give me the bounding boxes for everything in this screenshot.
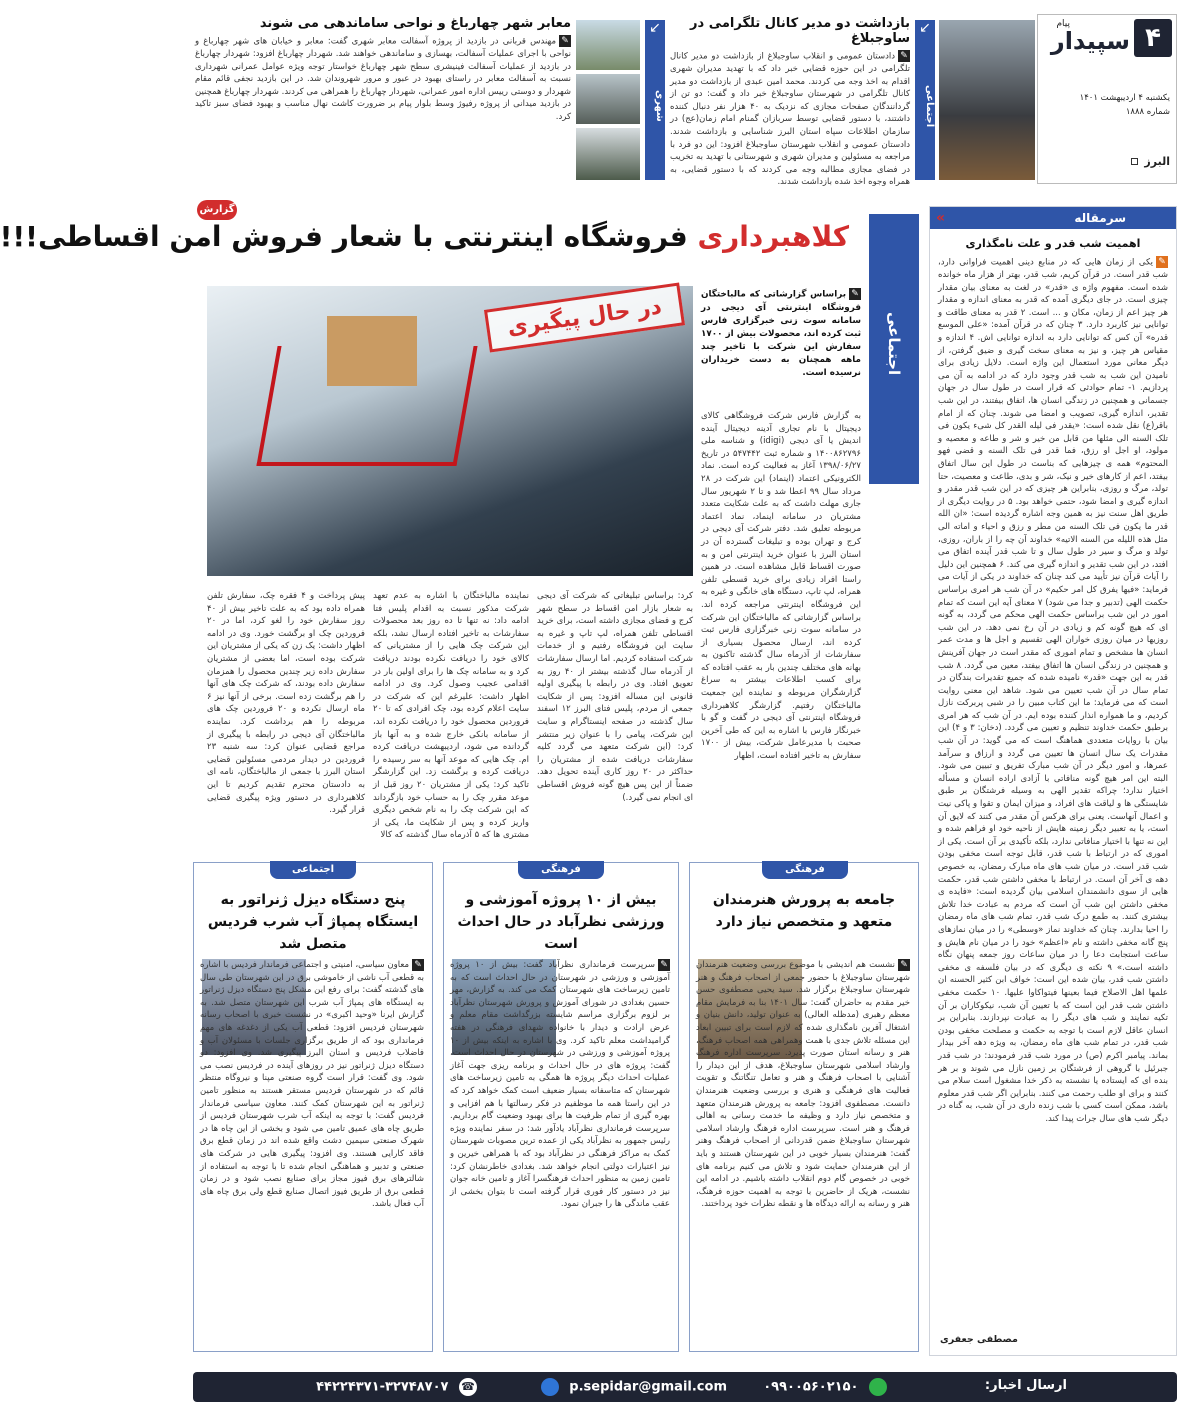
main-column-1: به گزارش فارس شرکت فروشگاهی کالای دیجیتال با نام تجاری آدینه دیجیتال آینده اندیش یا آی دیجی (idigi) و شناسه ملی ۱۴۰۰۸۶۲۷۹۶ و شماره ثبت ۵۴۷۴۴۲ در تاریخ ۱۳۹۸/۰۶/۲۷ آغاز به فعالیت کرده است. نماد الکترونیکی اعتماد (اینماد) این شرکت در ۲۸ مرداد سال ۹۹ اعطا شد و تا ۲ شهریور سال جاری مهلت داشت که به علت شکایت متعدد مشتریان در سامانه اینماد، نماد اعتماد مربوطه تعلیق شد. دفتر شرکت آی دیجی در کرج و تهران بوده و تبلیغات گسترده آن در استان البرز با عنوان خرید اینترنتی امن و به صورت اقساط قابل مشاهده است. در همین راستا افراد زیادی برای خرید قسطی تلفن همراه، لپ تاپ، دستگاه های خانگی و غیره به این فروشگاه اینترنتی مراجعه کرده اند. براساس گزارشاتی که مالباختگان این شرکت در سامانه سوت زنی خبرگزاری فارس ثبت کرده اند، ارسال محصول بسیاری از سفارشات از آذرماه سال گذشته تاکنون به بهانه های مختلف چندین بار به عقب افتاده که برای کسب اطلاعات بیشتر به سراغ گزارشگران مربوطه و نماینده این جمعیت مالباختگان رفتیم. گزارشگر کلاهبرداری فروشگاه اینترنتی آی دیجی در گفت و گو با خبرنگار فارس با اشاره به این که طی آخرین صحبت با مدیرعامل شرکت، بیش از ۱۷۰۰ سفارش به تاخیر افتاده است، اظهار <box>700 411 862 762</box>
category-badge: فرهنگی <box>518 861 604 879</box>
main-category-band <box>869 214 919 484</box>
phone-office-text: ۴۴۲۲۴۳۷۱-۳۲۷۴۸۷۰۷ <box>316 1379 449 1395</box>
top-photo-road-2 <box>576 74 640 124</box>
region-text: البرز <box>1144 155 1170 168</box>
phone-icon: ☎ <box>459 1378 477 1396</box>
article-text: سرپرست فرمانداری نظرآباد گفت: بیش از ۱۰ پروژه آموزشی و ورزشی در شهرستان در حال احداث است که به تامین زیرساخت های شهرستان کمک می کند. به گزارش، مهر حسین بغدادی در شورای آموزش و پرورش شهرستان نظرآباد بر لزوم برگزاری مراسم شایسته بزرگداشت مقام معلم و عرض ارادت و دیدار با خانواده شهدای فرهنگی در هفته گرامیداشت معلم تاکید کرد. وی با اشاره به اینکه بیش از ۱۰ پروژه آموزشی و ورزشی در شهرستان در حال احداث است، گفت: پروژه های در حال احداث و برنامه ریزی جهت آغاز عملیات احداث دیگر پروژه ها همگی به تامین زیرساخت های شهرستان که متاسفانه بسیار ضعیف است کمک خواهد کرد که در این راستا همه ما موظفیم در فکر رسالتها با هم افزایی و بهره گیری از تمام ظرفیت ها برای بهبود وضعیت گام برداریم. سرپرست فرمانداری نظرآباد یادآور شد: در سفر نماینده ویژه رئیس جمهور به نظرآباد یکی از عمده ترین مصوبات شهرستان کمک به مراکز فرهنگی در نظرآباد بود که با همراهی خیرین و نیز اعتبارات دولتی انجام خواهد شد. بغدادی خاطرنشان کرد: تامین زمین به منظور احداث فرهنگسرا آغاز و تامین خانه جوان نیز در دستور کار فوری قرار گرفته است تا بتوان بخشی از عقب ماندگی ها را جبران نمود. <box>450 960 670 1210</box>
main-article <box>0 200 919 850</box>
editorial-label: سرمقاله <box>1074 211 1126 225</box>
article-body <box>200 959 424 1345</box>
issue-date: یکشنبه ۴ اردیبهشت ۱۴۰۱ <box>1079 93 1170 103</box>
article-title: جامعه به پرورش هنرمندان متعهد و متخصص نیاز دارد <box>712 892 896 930</box>
editorial-column <box>929 206 1177 1356</box>
pen-icon: ✎ <box>898 50 910 62</box>
arrow-icon: ↙ <box>919 20 931 36</box>
email-icon <box>541 1378 559 1396</box>
footer-label: ارسال اخبار: <box>984 1378 1067 1393</box>
editorial-header <box>930 207 1176 229</box>
article-body <box>696 959 910 1345</box>
page-number: ۴ <box>1134 19 1172 57</box>
top-article-2 <box>195 16 571 184</box>
lead-text: براساس گزارشاتی که مالباختگان فروشگاه اینترنتی آی دیجی در سامانه سوت زنی خبرگزاری فارس ثبت کرده اند، محصولات بیش از ۱۷۰۰ سفارش این شرکت با تاخیر چند ماهه همچنان به دست خریداران نرسیده است. <box>701 289 861 378</box>
article-text: مهندس قربانی در بازدید از پروژه آسفالت معابر شهری گفت: معابر و خیابان های شهر چهارباغ و نواحی با اجرای عملیات آسفالت، بهسازی و ساماندهی خواهند شد. شهردار چهارباغ افزود: شهردار چهارباغ در بازدید از عملیات آسفالت فینیشری سطح شهر چهارباغ خواستار توجه ویژه عوامل عمرانی شهرداری نسبت به آسفالت معابر در راستای بهبود در عبور و مرور شهروندان شد. در این بازدید نجفی قائم مقام شهردار و دوستی رییس اداره امور عمرانی، شهردار چهارباغ را همراهی می کردند. شهردار چهارباغ همچنین در بازدید میدانی از پروژه رفیوژ وسط بلوار پیام بر ضرورت کاشت نهال مناسب و بهبود فضای سبز تاکید کرد. <box>195 36 571 123</box>
pen-icon: ✎ <box>898 959 910 971</box>
status-stamp: در حال پیگیری <box>484 282 685 352</box>
editorial-title: اهمیت شب قدر و علت نامگذاری <box>965 237 1141 250</box>
editorial-author: مصطفی جعفری <box>940 1334 1018 1345</box>
top-photo-road-3 <box>576 128 640 180</box>
square-icon <box>1131 158 1138 165</box>
double-chevron-icon: » <box>936 210 946 226</box>
bottom-article-3 <box>193 862 433 1352</box>
article-body <box>195 35 571 183</box>
pen-icon: ✎ <box>412 959 424 971</box>
region-label <box>1131 155 1170 168</box>
email-text: p.sepidar@gmail.com <box>569 1379 727 1395</box>
article-text: نشست هم اندیشی با موضوع بررسی وضعیت هنرمندان شهرستان ساوجبلاغ با حضور جمعی از اصحاب فرهنگ و هنر شهرستان ساوجبلاغ برگزار شد. سید یحیی مصطفوی حسن خیر مقدم به حاضران گفت: سال ۱۴۰۱ بنا به فرمایش مقام معظم رهبری (مدظله العالی) به عنوان تولید، دانش بنیان و اشتغال آفرین نامگذاری شده که لازم است برای تبیین ابعاد این مسئله تلاش جدی با همت وهمراهی همه اصحاب فرهنگ، هنر و رسانه استان صورت پذیرد. سرپرست اداره فرهنگ وارشاد اسلامی شهرستان ساوجبلاغ، هدف از این دیدار را آشنایی با اصحاب فرهنگ و هنر و تعامل تنگاتنگ و تقویت فعالیت های فرهنگی و هنری و بررسی وضعیت هنرمندان دانست. مصطفوی افزود: جامعه به پرورش هنرمندان متعهد و متخصص نیاز دارد و وظیفه ما خدمت رسانی به اهالی فرهنگ و هنر است. سرپرست اداره فرهنگ وارشاد اسلامی شهرستان ساوجبلاغ ضمن قدردانی از اصحاب فرهنگ وهنر گفت: هنرمندان بسیار خوبی در این شهرستان هستند و باید از این هنرمندان حمایت شود و تلاش می کنیم برنامه های خوبی در خصوص گام دوم انقلاب داشته باشیم. در ادامه این نشست، هریک از حاضرین با توجه به اهمیت حوزه فرهنگ، هنر و رسانه به ارائه دیدگاه ها و نقطه نظرات خود پرداختند. <box>696 960 910 1210</box>
pen-icon: ✎ <box>658 959 670 971</box>
article-text: معاون سیاسی، امنیتی و اجتماعی فرماندار فردیس با اشاره به قطعی آب ناشی از خاموشی برق در این شهرستان طی سال های گذشته گفت: برای رفع این مشکل پنج دستگاه دیزل ژنراتور به ایستگاه های پمپاژ آب شرب این شهرستان متصل شد. به گزارش ایرنا «وحید اکبری» در نشست خبری با اصحاب رسانه شهرستان فردیس افزود: قطعی آب یکی از دغدغه های مهم فرمانداری بود که از طریق برگزاری جلسات با مسئولان آب و فاضلاب فردیس و استان البرز پیگیری شد. وی افزود: دو دستگاه دیزل ژنراتور نیز در روزهای آینده در فردیس نصب می شود. وی گفت: قرار است گروه صنعتی مپنا و نیروگاه منتظر قائم که در شهرستان فردیس مستقر هستند به منظور تامین ژنراتور به این شهرستان کمک کنند. معاون سیاسی فرماندار فردیس گفت: با توجه به اینکه آب شرب شهرستان فردیس از طریق چاه های عمیق تامین می شود و بخشی از این چاه ها در شهرک صنعتی سیمین دشت واقع شده اند در زمان قطع برق فاقد کارایی هستند. وی افزود: پیگیری هایی در شرکت های صنعتی و تدبیر و هماهنگی انجام شده تا با توجه به استفاده از شالترهای برق فیوز مجاز برای صنایع نصب شود و در زمان قطعی برق از طریق فیوز اتصال صنایع قطع ولی برق چاه های آب فعال باشد. <box>200 960 424 1210</box>
article-title: معابر شهر چهارباغ و نواحی ساماندهی می شوند <box>259 16 571 31</box>
editorial-text: یکی از زمان هایی که در منابع دینی اهمیت فراوانی دارد، شب قدر است. در قرآن کریم، شب قدر، بهتر از هزار ماه خوانده شده است. مفهوم واژه ی «قدر» در لغت به معنای بیان مقدار چیزی است. در جای دیگری آمده که قدر به معنای اندازه و مقدار هر چیز اعم از زمان، مکان و ... است. ۲ قدر به معنای طاقت و توانایی نیز کاربرد دارد. ۳ چنان که در قرآن آمده: «علی الموسع قدره» آن کس که توانایی دارد به اندازه توانایی اش. ۴ اندازه و مقیاس هر چیز، و نیز به معنای سخت گیری و ضیق گرفتن، از دیگر معانی مورد استعمال این واژه است. دلایل زیادی برای نامیدن این شب به شب قدر وجود دارد که در ادامه به آن می پردازیم. ۱- تمام حوادثی که قرار است در طول سال در جهان جسمانی و همچنین در زندگی انسان ها، اتفاق بیفتند، در این شب تقدیر، اندازه گیری، تصویب و امضا می شوند. چنان که از امام باقر(ع) نقل شده است: «یقدر فی لیله القدر کل شیء یکون فی تلک السنه الی مثلها من قابل من خیر و شر و طاعه و معصیه و مولود، او اجل او رزق، فما قدر فی تلک السنه و قضی فهو المحتوم» همه ی چیزهایی که بناست در طول این سال اتفاق بیفتد، اعم از کارهای خیر و نیک، شر و بدی، طاعت و معصیت، حتا تولد، مرگ و روزی، بنابراین هر چیزی که در این شب قدر مقدر و اندازه گیری و امضا شود، حتمی خواهد بود. ۵ در روایت دیگری از طریق اهل سنت نیز به همین وجه اشاره گردیده است: «ان الله قدر ما یکون فی تلک السنه من مطر و رزق و احیاء و اماته الی مثل هذه اللیله من السنه الاتیه» خداوند آن چه را از باران، روزی، تولد و مرگ و سیر در طول سال و تا شب قدر آینده اتفاق می افتد، در این شب تقدیر و اندازه گیری می کند. ۶ همچنین این دلیل را آیات قرآن نیز تأیید می کند چنان که خداوند در یکی از آیات می فرماید: «فیها یفرق کل امر حکیم» در آن شب هر امری براساس حکمت الهی (تدبیر و جدا می شود) ۷ معنای آیه این است که تمام امور در این شب براساس حکمت الهی محکم می گردد، به گونه ای که هیچ گونه کم و زیادی در آن رخ نمی دهد. در این شب روزیها در میان روزی خواران الهی تقسیم و اجل ها و مدت عمر انسان ها مشخص و تمام اموری که مقدر است در جهان آفرینش و همچنین در زندگی انسان ها اتفاق بیفتد، معین می گردد. ۸ شب قدر به این جهت «قدر» نامیده شده که جمیع تقدیرات بندگان در تمام سال در آن شب تعیین می شود. شاهد این معنی روایت است که می فرماید: ما این کتاب مبین را در شبی پربرکت نازل کردیم، و ما همواره انذار کننده بوده ایم. در آن شب که هر امری برطبق حکمت خداوند تنظیم و تعیین می گردد. (دخان: ۳ و ۴) این بیان با روایات متعددی هماهنگ است که می گوید: در آن شب مقدرات یک سال انسان ها تعیین می گردد و ارزاق و سرآمد عمرها، و امور دیگر در آن شب مبارک تفریق و تبیین می شود. البته این امر هیچ گونه منافاتی با آزادی اراده انسان و مسأله اختیار ندارد؛ چراکه تقدیر الهی به وسیله فرشتگان بر طبق شایستگی ها و لیاقت های افراد، و میزان ایمان و تقوا و پاکی نیت و اعمال آنهاست. یعنی برای هرکس آن مقدر می کنند که لایق آن است، یا به تعبیر دیگر زمینه هایش از ناحیه خود او فراهم شده و این نه تنها با اختیار منافاتی ندارد، بلکه تأکیدی بر آن است. یکی از اموری که در ارتباط با شب قدر، قابل توجه است مخفی بودن شب قدر است. در میان شب های ماه مبارک رمضان، به خصوص دهه ی آخر آن است. در ارتباط با مخفی داشتن شب قدر، حکمت هایی از سوی دانشمندان اسلامی بیان گردیده است: «فایده ی مخفی داشتن این شب آن است که مردم به عبادت خدا تلاش بیشتری کنند. به طمع درک شب قدر، تمام شب های ماه رمضان را احیا بدارند. چنان که خداوند نماز «وسطی» را در میان نمازهای پنج گانه مخفی داشته و نام «اعظم» خود را در میان نام هایش و ساعت استجابت دعا را در میان ساعات روز جمعه پنهان نگاه داشته است.» ۹ نکته ی دیگری که در بیان فلسفه ی مخفی داشتن شب قدر، بیان شده این است: خواف ابن کثیر الحسنه ان علمها اهل الاصلاح فیما بعینها فیتواکاوا علیها. ۱۰ حکمت مخفی داشتن شب قدر این است که با تعیین آن شب، نیکوکاران بر آن تکیه نمایند و شب های دیگر را به عبادت نپردازند. بنابراین بر انسان عاقل لازم است با توجه به حکمت و مصلحت مخفی بودن شب قدر، در تمام شب های ماه رمضان، به ویژه دهه آخر بیدار بماند. پیامبر اکرم (ص) در مورد شب قدر فرمودند: در شب قدر جبرئیل با گروهی از فرشتگان بر زمین نازل می شوند و بر هر بنده ای که ایستاده یا نشسته به ذکر خدا مشغول است سلام می کنند و برای او طلب رحمت می کنند. بنابراین اگر شب قدر معلوم باشد، ممکن است کسی با شب زنده داری در آن شب، به گناه در دیگر شب های سال جرات پیدا کند. <box>938 257 1169 1124</box>
main-headline <box>0 220 849 253</box>
editorial-body <box>930 256 1176 1316</box>
footer-email[interactable] <box>541 1378 727 1396</box>
headline-rest: فروشگاه اینترنتی با شعار فروش امن اقساطی!!! <box>0 220 688 253</box>
phone-mobile-text: ۰۹۹۰۰۵۶۰۲۱۵۰ <box>763 1379 859 1395</box>
bottom-article-1 <box>689 862 919 1352</box>
footer-phone-mobile[interactable] <box>763 1378 887 1396</box>
main-column-4: پیش پرداخت و ۴ فقره چک، سفارش تلفن همراه داده بود که به علت تاخیر بیش از ۴۰ روز سفارش خود را لغو کرد، اما در ۲۰ فروردین چک او برگشت خورد. وی در ادامه اظهار داشت: یک زن که یکی از مشتریان این شرکت بوده است، اما بعضی از مشتریان سفارش داده زیر چندین محصول را همزمان سفارش داده بودند، که شرکت چک های آنها را هم برگشت زده است. برخی از آنها نیز ۶ ماه ارسال نکرده و ۲۰ فروردین چک های مربوطه را هم برداشت کرد. نماینده مالباختگان آی دیجی در رابطه با پیگیری از مراجع قضایی عنوان کرد: سه شنبه ۲۳ فروردین در دیدار مردمی مسئولین قضایی استان البرز با جمعی از مالباختگان، نامه ای به دادستان محترم تقدیم کردیم تا این کلاهبرداری در دستور ویژه پیگیری قضایی قرار گیرد. <box>207 591 365 816</box>
category-band-social <box>915 20 935 180</box>
article-text: دادستان عمومی و انقلاب ساوجبلاغ از بازداشت دو مدیر کانال تلگرامی در این حوزه قضایی خبر داد که با تهدید مدیران شهری اقدام به اخذ وجه می کردند. محمد امین عبدی از بازداشت دو مدیر کانال تلگرامی در شهرستان ساوجبلاغ خبر داد و گفت: دو تن از گردانندگان صفحات مجازی که نزدیک به ۴۰ هزار نفر دنبال کننده داشتند، با دستور قضایی توسط سربازان گمنام امام زمان(عج) در سازمان اطلاعات سپاه استان البرز شناسایی و بازداشت شدند. دادستان عمومی و انقلاب شهرستان ساوجبلاغ افزود: این دو فرد با مراجعه به مسئولین و مدیران شهری و شهرستانی با تهدید به تخریب در فضای مجازی مطالبه وجه می کردند که با دستور قضایی، به همراه وجوه اخذ شده بازداشت شدند. <box>670 51 910 188</box>
box-shape <box>327 316 417 386</box>
bottom-article-2 <box>443 862 679 1352</box>
main-lead <box>701 288 861 408</box>
pen-icon: ✎ <box>849 288 861 300</box>
article-title: بیش از ۱۰ پروژه آموزشی و ورزشی نظرآباد در حال احداث است <box>457 892 665 952</box>
main-column-2: کرد: براساس تبلیغاتی که شرکت آی دیجی به شعار بازار امن اقساط در سطح شهر کرج و فضای مجازی داشته است، برای خرید اقساطی تلفن همراه، لپ تاپ و غیره به سایت این فروشگاه رفتیم و از خدمات شرکت استفاده کردیم. اما ارسال سفارشات از آذرماه سال گذشته بیشتر از ۴۰ روز به تعویق افتاد. وی در رابطه با پیگیری اولیه قانونی این مساله افزود: پس از شکایت جمعی از مردم، پلیس فتای البرز ۱۲ اسفند سال گذشته در صفحه اینستاگرام و سایت این شرکت، پیامی را با عنوان زیر منتشر کرد: (این شرکت متعهد می گردد کلیه سفارشات دریافت شده از مشتریان را حداکثر در ۲۰ روز کاری آینده تحویل دهد. ضمناً از این پس هیچ گونه فروش اقساطی ای انجام نمی گیرد.) <box>537 591 693 803</box>
logo-small: پیام <box>1056 19 1070 29</box>
top-article-1 <box>670 16 910 188</box>
category-label: شهری <box>654 46 665 166</box>
top-photo-road-1 <box>576 20 640 70</box>
pen-icon: ✎ <box>1156 256 1168 268</box>
pen-icon: ✎ <box>559 35 571 47</box>
masthead <box>1037 14 1177 184</box>
article-title: پنج دستگاه دیزل ژنراتور به ایستگاه پمپاژ آب شرب فردیس متصل شد <box>207 892 419 952</box>
logo <box>1040 17 1130 57</box>
article-body <box>670 50 910 198</box>
headline-red: کلاهبرداری <box>697 220 849 253</box>
article-body <box>450 959 670 1345</box>
issue-number: شماره ۱۸۸۸ <box>1125 107 1170 117</box>
footer-bar <box>193 1372 1177 1402</box>
top-photo-speaker <box>939 20 1035 180</box>
main-photo-cart <box>207 286 693 576</box>
category-badge: فرهنگی <box>762 861 848 879</box>
report-badge: گزارش <box>197 200 237 220</box>
category-badge: اجتماعی <box>270 861 356 879</box>
logo-big: سپیدار <box>1050 27 1130 55</box>
category-band-urban <box>645 20 665 180</box>
main-column-3: نماینده مالباختگان با اشاره به عدم تعهد شرکت مذکور نسبت به اقدام پلیس فتا ادامه داد: نه تنها تا ده روز بعد محصولات سفارشات به تاخیر افتاده ارسال نشد، بلکه این شرکت چک هایی را از مشتریانی که کالای خود را دریافت نکرده بودند دریافت کرد و به سامانه چک ها را برای اولین بار در اقدامی عجیب وصول کرد. وی در ادامه اظهار داشت: علیرغم این که شرکت در سایت اعلام کرده بود، چک افرادی که تا ۲۰ فروردین محصول خود را دریافت نکرده اند، از سامانه بانکی خارج شده و به آنها باز گردانده می شود، اردیبهشت دریافت کرده ام. چک هایی که موعد آنها به سر رسیده را دریافت کرده و برگشت زد. این گزارشگر تاکید کرد: یکی از مشتریان ۲۰ روز قبل از موعد مقرر چک را به حساب خود بازگرداند که این شرکت چک را به نام شخص دیگری واریز کرده و پس از شکایت ما، یکی از مشتری ها که ۵ آذرماه سال گذشته که کالا <box>373 591 530 841</box>
category-label: اجتماعی <box>924 46 935 166</box>
arrow-icon: ↙ <box>649 20 661 36</box>
main-category-label: اجتماعی <box>885 224 903 464</box>
footer-phone-office[interactable] <box>316 1378 477 1396</box>
whatsapp-icon <box>869 1378 887 1396</box>
article-title: بازداشت دو مدیر کانال تلگرامی در ساوجبلاغ <box>690 16 910 46</box>
